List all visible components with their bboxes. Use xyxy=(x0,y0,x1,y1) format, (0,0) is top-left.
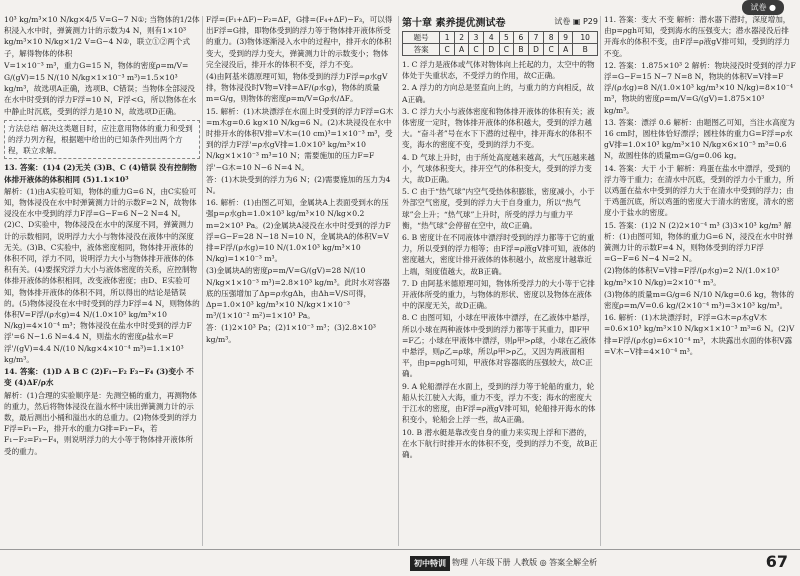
text-block: (2)物体的体积V=V排=F浮/(ρ水g)=2 N/(1.0×10³ kg/m³×10 N/kg)=2×10⁻⁴ m³。 xyxy=(604,266,780,287)
column-divider xyxy=(398,16,399,546)
text-block: 15. 答案：(1)2 N (2)2×10⁻⁴ m³ (3)3×10³ kg/m³ 解析：(1)由图可知，物体的重力G=6 N，浸没在水中时弹簧测力计的示数F=4 N，则物体受到的浮力F浮=G−F=6 N−4 N=2 N。 xyxy=(604,220,793,264)
table-cell: 2 xyxy=(454,32,468,44)
answer-16: 16. 解析：(1)由图乙可知，金属块A上表面受到水的压强p=ρ水gh=1.0×10³ kg/m³×10 N/kg×0.2 m=2×10³ Pa。(2)金属块A浸没在水中时受到的浮力F浮=G−F=28 N−18 N=10 N，金属块A的体积V=V排=F浮/(ρ水g)=10 N/(1.0×10³ kg/m³×10 N/kg)=1×10⁻³ m³。 xyxy=(206,198,391,264)
table-cell: 10 xyxy=(573,32,598,44)
table-cell: D xyxy=(483,44,499,56)
text-block: 16. 解析：(1)木块漂浮时，F浮=G木=ρ木gV木=0.6×10³ kg/m³×10 N/kg×1×10⁻³ m³=6 N。(2)V排=F浮/(ρ水g)=6×10⁻⁴ m³，木块露出水面的体积V露=V木−V排=4×10⁻⁴ m³。 xyxy=(604,313,795,356)
column-3 xyxy=(402,14,598,549)
text-block: 答：(1)2×10³ Pa；(2)1×10⁻³ m³；(3)2.8×10³ kg/m³。 xyxy=(206,323,376,344)
text-block: 答：(1)木块受到的浮力为6 N；(2)需要施加的压力为4 N。 xyxy=(206,174,391,196)
text-block: 9. A 轮船漂浮在水面上，受到的浮力等于轮船的重力，轮船从长江驶入大海，重力不变，浮力不变；海水的密度大于江水的密度，由F浮=ρ液gV排可知，轮船排开海水的体积变小，轮船会上浮一些，故A正确。 xyxy=(402,381,596,425)
table-cell: C xyxy=(499,44,514,56)
text-block: 10. B 潜水艇是靠改变自身的重力来实现上浮和下潜的，在水下航行时排开水的体积不变，受到的浮力不变，故B正确。 xyxy=(402,427,598,459)
table-cell: C xyxy=(440,44,455,56)
table-cell: 1 xyxy=(440,32,455,44)
answer-14: 14. 答案：(1)D A B C (2)F₁−F₂ F₃−F₄ (3)变小 不变 (4)ΔF/ρ水 xyxy=(4,367,194,388)
text-block: 8. C 由图可知，小球在甲液体中漂浮，在乙液体中悬浮，所以小球在两种液体中受到的浮力都等于其重力，即F甲=F乙；小球在甲液体中漂浮，则ρ甲>ρ球，小球在乙液体中悬浮，则ρ乙=ρ球，所以ρ甲>ρ乙，又因为两液面相平，由p=ρgh可知，甲液体对容器底的压强较大，故C正确。 xyxy=(402,313,596,379)
page-number: 67 xyxy=(765,552,788,571)
table-cell: C xyxy=(544,44,559,56)
table-cell: 题号 xyxy=(403,32,440,44)
page-footer xyxy=(0,549,800,576)
text-block: 解析：(1)由A实验可知，物体的重力G=6 N，由C实验可知，物体浸没在水中时弹簧测力计的示数F=2 N，故物体浸没在水中受到的浮力F浮=G−F=6 N−2 N=4 N。(2)C、D实验中，物体浸没在水中的深度不同，弹簧测力计的示数相同，说明浮力大小与物体浸没在液体中的深度无关。(3)B、C实验中，液体密度相同，物体排开液体的体积不同，浮力不同，说明浮力大小与物体排开液体的体积有关。(4)要探究浮力大小与液体密度的关系，应控制物体排开液体的体积相同，改变液体密度；由D、E实验可知，物体排开液体的体积不同，所以得出的结论是错误的。(5)物体浸没在水中时受到的浮力F浮=4 N，则物体的体积V=F浮/(ρ水g)=4 N/(1.0×10³ kg/m³×10 N/kg)=4×10⁻⁴ m³；物体浸没在盐水中时受到的浮力F浮'=6 N−1.6 N=4.4 N，则盐水的密度ρ盐水=F浮'/(gV)=4.4 N/(10 N/kg×4×10⁻⁴ m³)=1.1×10³ kg/m³。 xyxy=(4,186,200,364)
column-4 xyxy=(604,14,796,549)
text-block: (4)由阿基米德原理可知，物体受到的浮力F浮=ρ水gV排，物体浸没时V物=V排=ΔF/(ρ水g)，物体的质量m=G/g，则物体的密度ρ=m/V=Gρ水/ΔF。 xyxy=(206,72,388,104)
header-bar xyxy=(584,0,784,14)
table-cell: A xyxy=(558,44,572,56)
table-cell: 5 xyxy=(499,32,514,44)
text-block: 3. C 浮力大小与液体密度和物体排开液体的体积有关；液体密度一定时，物体排开液体的体积越大，受到的浮力越大。“奋斗者”号在水下下潜的过程中，排开海水的体积不变，海水的密度不变，受到的浮力不变。 xyxy=(402,106,595,150)
column-divider xyxy=(202,16,203,546)
chapter-page-ref: 试卷 ▣ P29 xyxy=(554,17,598,26)
text-block: 13. 答案：漂浮 0.6 解析：由题图乙可知，当注水高度为16 cm时，圆柱体恰好漂浮；圆柱体的重力G=F浮=ρ水gV排=1.0×10³ kg/m³×10 N/kg×6×10⁻⁵ m³=0.6 N，故圆柱体的质量m=G/g=0.06 kg。 xyxy=(604,117,795,161)
table-cell: 8 xyxy=(544,32,559,44)
table-cell: 4 xyxy=(483,32,499,44)
table-cell: 7 xyxy=(528,32,544,44)
chapter-title: 第十章 素养提优测试卷 xyxy=(402,18,506,29)
table-cell: B xyxy=(573,44,598,56)
footer-series-badge: 初中特训 xyxy=(410,556,450,571)
text-block: (3)物体的质量m=G/g=6 N/10 N/kg=0.6 kg，物体的密度ρ=m/V=0.6 kg/(2×10⁻⁴ m³)=3×10³ kg/m³。 xyxy=(604,289,795,311)
header-logo: 试卷 ● xyxy=(742,0,784,15)
text-block: 10³ kg/m³×10 N/kg×4/5 V=G−7 N①; 当物体的1/2体积浸入水中时，弹簧测力计的示数为4 N，则有1×10³ kg/m³×10 N/kg×1/2 V=G−4 N②，联立①②两个式子，解得物体的体积 xyxy=(4,15,200,58)
table-cell: B xyxy=(514,44,528,56)
answer-key-table xyxy=(402,31,598,56)
text-block: 12. 答案：1.875×10³ 2 解析：物块浸没时受到的浮力F浮=G−F=15 N−7 N=8 N，物块的体积V=V排=F浮/(ρ水g)=8 N/(1.0×10³ kg/m³×10 N/kg)=8×10⁻⁴ m³，物块的密度ρ=m/V=G/(gV)=1.875×10³ kg/m³。 xyxy=(604,60,796,115)
table-cell: 9 xyxy=(558,32,572,44)
text-block: 11. 答案：变大 不变 解析：潜水器下潜时，深度增加，由p=ρgh可知，受到海水的压强变大；潜水器浸没后排开海水的体积不变，由F浮=ρ液gV排可知，受到的浮力不变。 xyxy=(604,15,791,58)
table-cell: C xyxy=(469,44,484,56)
text-block: 7. D 由阿基米德原理可知，物体所受浮力的大小等于它排开液体所受的重力，与物体的形状、密度以及物体在液体中的深度无关，故D正确。 xyxy=(402,278,595,311)
text-block: 解析：(1)合理的实验顺序是：先测空桶的重力，再测物体的重力，然后将物体浸没在溢水杯中读出弹簧测力计的示数，最后测出小桶和溢出水的总重力。(2)物体受到的浮力F浮=F₁−F₂，排开水的重力G排=F₃−F₄，若F₁−F₂=F₃−F₄，则说明浮力的大小等于物体排开液体所受的重力。 xyxy=(4,390,198,456)
answer-key-row xyxy=(403,44,598,56)
text-block: G/(gV)=15 N/(10 N/kg×1×10⁻³ m³)=1.5×10³ kg/m³，故选项A正确，选项B、C错误；当物体全部浸没在水中时受到的浮力F浮=10 N，F浮<G，所以物体在水中静止时沉底，受到的浮力是10 N，故选项D正确。 xyxy=(4,73,197,116)
answer-15: 15. 解析：(1)木块漂浮在水面上时受到的浮力F浮=G木=m木g=0.6 kg×10 N/kg=6 N。(2)木块浸没在水中时排开水的体积V排=V木=(10 cm)³=1×10⁻³ m³，受到的浮力F浮'=ρ水gV排=1.0×10³ kg/m³×10 N/kg×1×10⁻³ m³=10 N；需要施加的压力F=F浮'−G木=10 N−6 N=4 N。 xyxy=(206,106,394,172)
text-block: 5. C 由于“热气球”内空气受热体积膨胀，密度减小，小于外部空气密度，受到的浮力大于自身重力，所以“热气球”会上升；“热气球”上升时，所受的浮力与重力平衡，“热气球”会停留在空中，故C正确。 xyxy=(402,187,595,230)
table-cell: 答案 xyxy=(403,44,440,56)
text-block: 4. D 气球上升时，由于所处高度越来越高，大气压越来越小，气球体积变大，排开空气的体积变大，受到的浮力变大，故D正确。 xyxy=(402,152,595,185)
answer-13: 13. 答案：(1)4 (2)无关 (3)B、C (4)错误 没有控制物体排开液体的体积相同 (5)1.1×10³ xyxy=(4,163,197,184)
text-block: 1. C 浮力是液体或气体对物体向上托起的力，太空中的物体处于失重状态，不受浮力的作用，故C正确。 xyxy=(402,60,595,81)
text-block: 6. B 密度计在不同液体中漂浮时受到的浮力都等于它的重力，所以受到的浮力相等；由F浮=ρ液gV排可知，液体的密度越大，密度计排开液体的体积越小，故密度计越靠近上端，刻度值越大，故B正确。 xyxy=(402,233,596,276)
answer-key-header-row xyxy=(403,32,598,44)
text-block: (3)金属块A的密度ρ=m/V=G/(gV)=28 N/(10 N/kg×1×10⁻³ m³)=2.8×10³ kg/m³。此时水对容器底的压强增加了Δp=ρ水gΔh，由Δh=V/S可得，Δp=1.0×10³ kg/m³×10 N/kg×1×10⁻³ m³/(1×10⁻² m²)=1×10³ Pa。 xyxy=(206,266,390,321)
table-cell: 3 xyxy=(469,32,484,44)
footer-book-info: 物理 八年级下册 人教版 ◎ 答案全解全析 xyxy=(452,558,598,567)
column-1 xyxy=(4,14,200,549)
text-block: 14. 答案：大于 小于 解析：鸡蛋在盐水中漂浮，受到的浮力等于重力；在清水中沉底，受到的浮力小于重力，所以鸡蛋在盐水中受到的浮力大于在清水中受到的浮力；由于鸡蛋沉底，所以鸡蛋的密度大于清水的密度，清水的密度小于盐水的密度。 xyxy=(604,163,794,218)
table-cell: 6 xyxy=(514,32,528,44)
method-summary-text: 方法总结 解决这类题目时，应注意用物体的重力和受到的浮力列方程，根据题中给出的已知条件列出两个方程，联立求解。 xyxy=(8,123,193,156)
text-block: 2. A 浮力的方向总是竖直向上的，与重力的方向相反，故A正确。 xyxy=(402,83,595,104)
column-divider xyxy=(600,16,601,546)
method-summary-box xyxy=(4,120,200,160)
table-cell: A xyxy=(454,44,468,56)
chapter-header xyxy=(402,14,598,29)
column-2 xyxy=(206,14,394,549)
table-cell: D xyxy=(528,44,544,56)
text-block: V=1×10⁻³ m³，重力G=15 N，物体的密度ρ=m/V= xyxy=(4,60,189,70)
text-block: F浮=(F₁+ΔF)−F₂=ΔF，G排=(F₄+ΔF)−F₃，可以得出F浮=G排，即物体受到的浮力等于物体排开液体所受的重力。(3)物体逐渐浸入水中的过程中，排开水的体积变大，受到的浮力变大，弹簧测力计的示数变小；物体完全浸没后，排开水的体积不变，浮力不变。 xyxy=(206,15,393,69)
